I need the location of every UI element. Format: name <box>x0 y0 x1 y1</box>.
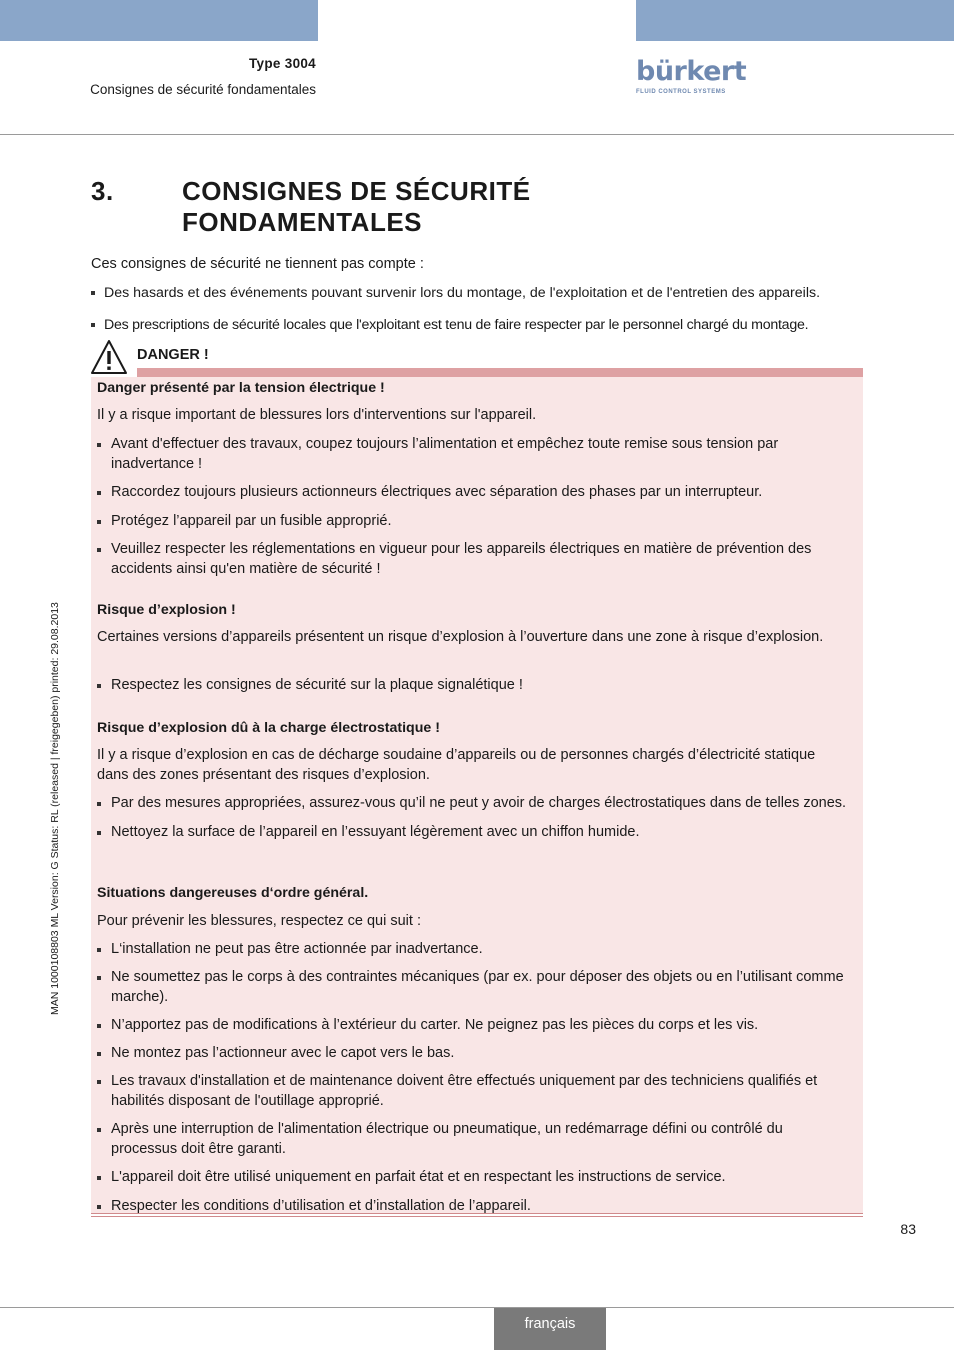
bullet-icon <box>97 491 101 495</box>
bullet-icon <box>97 1024 101 1028</box>
bullet-icon <box>97 1052 101 1056</box>
chapter-title: CONSIGNES DE SÉCURITÉ FONDAMENTALES <box>182 176 531 237</box>
list-item: Avant d'effectuer des travaux, coupez toujours l’alimentation et empêchez toute remise sous tension par inadvertance ! <box>97 435 852 474</box>
list-item: Nettoyez la surface de l’appareil en l’essuyant légèrement avec un chiffon humide. <box>97 823 852 843</box>
list-item: Protégez l’appareil par un fusible approprié. <box>97 512 852 532</box>
list-item: L‘installation ne peut pas être actionnée par inadvertance. <box>97 940 852 960</box>
danger-label: DANGER ! <box>137 347 209 363</box>
section-text: Pour prévenir les blessures, respectez ce qui suit : <box>97 913 421 929</box>
intro-list <box>91 284 881 348</box>
list-item: Respectez les consignes de sécurité sur la plaque signalétique ! <box>97 676 852 696</box>
list-item: Raccordez toujours plusieurs actionneurs électriques avec séparation des phases par un interrupteur. <box>97 483 852 503</box>
bullet-icon <box>97 831 101 835</box>
section-title: Situations dangereuses d‘ordre général. <box>97 885 369 901</box>
section-bullets <box>97 940 852 1216</box>
panel-bottom-rule <box>91 1216 863 1217</box>
chapter-number: 3. <box>91 176 114 206</box>
list-item: L'appareil doit être utilisé uniquement en parfait état et en respectant les instructions de service. <box>97 1168 852 1188</box>
danger-bar <box>137 368 863 377</box>
section-text: Certaines versions d’appareils présentent un risque d’explosion à l’ouverture dans une zone à risque d’explosion. <box>97 629 824 645</box>
bullet-icon <box>97 1205 101 1209</box>
bullet-icon <box>97 548 101 552</box>
section-title: Danger présenté par la tension électrique ! <box>97 380 385 396</box>
list-item: Veuillez respecter les réglementations en vigueur pour les appareils électriques en matière de prévention des accidents ainsi qu'en matière de sécurité ! <box>97 540 852 579</box>
section-bullets <box>97 794 852 842</box>
bullet-icon <box>97 443 101 447</box>
list-item: Ne montez pas l’actionneur avec le capot vers le bas. <box>97 1044 852 1064</box>
section-bullets <box>97 435 852 579</box>
bullet-icon <box>97 684 101 688</box>
list-item: N’apportez pas de modifications à l’extérieur du carter. Ne peignez pas les pièces du corps et les vis. <box>97 1016 852 1036</box>
burkert-logo <box>636 56 747 98</box>
intro-bullet: Des prescriptions de sécurité locales que l'exploitant est tenu de faire respecter par le personnel chargé du montage. <box>91 316 881 334</box>
header-band-left <box>0 0 318 41</box>
list-item: Les travaux d'installation et de maintenance doivent être effectués uniquement par des techniciens qualifiés et habilités disposant de l'outillage approprié. <box>97 1072 852 1111</box>
bullet-icon <box>91 323 95 327</box>
section-text: Il y a risque d’explosion en cas de décharge soudaine d’appareils ou de personnes chargés d’électricité statique dans des zones présentant des risques d’explosion. <box>97 747 816 783</box>
bullet-icon <box>97 1128 101 1132</box>
page-number: 83 <box>900 1221 916 1237</box>
header-divider <box>0 134 954 135</box>
bullet-icon <box>97 802 101 806</box>
document-metadata: MAN 1000108803 ML Version: G Status: RL (released | freigegeben) printed: 29.08.2013 <box>49 602 61 1015</box>
bullet-icon <box>97 520 101 524</box>
list-item: Après une interruption de l'alimentation électrique ou pneumatique, un redémarrage défini ou contrôlé du processus doit être garanti. <box>97 1120 852 1159</box>
logo-name: bürkert <box>636 56 747 87</box>
warning-triangle-icon <box>90 339 128 375</box>
list-item: Par des mesures appropriées, assurez-vous qu’il ne peut y avoir de charges électrostatiques dans de telles zones. <box>97 794 852 814</box>
bullet-icon <box>97 1176 101 1180</box>
intro-text: Ces consignes de sécurité ne tiennent pas compte : <box>91 256 424 272</box>
document-section: Consignes de sécurité fondamentales <box>90 82 316 97</box>
logo-tagline: FLUID CONTROL SYSTEMS <box>636 89 726 95</box>
list-item: Respecter les conditions d’utilisation et d’installation de l’appareil. <box>97 1197 852 1217</box>
bullet-icon <box>91 291 95 295</box>
bullet-icon <box>97 1080 101 1084</box>
bullet-icon <box>97 948 101 952</box>
section-title: Risque d’explosion dû à la charge électrostatique ! <box>97 720 440 736</box>
section-bullets <box>97 676 852 696</box>
intro-bullet: Des hasards et des événements pouvant survenir lors du montage, de l'exploitation et de l'entretien des appareils. <box>91 284 881 302</box>
list-item: Ne soumettez pas le corps à des contraintes mécaniques (par ex. pour déposer des objets ou en l’utilisant comme marche). <box>97 968 852 1007</box>
document-type: Type 3004 <box>249 56 316 71</box>
section-title: Risque d’explosion ! <box>97 602 236 618</box>
panel-bottom-rule <box>91 1213 863 1214</box>
language-tab[interactable]: français <box>494 1308 606 1350</box>
section-text: Il y a risque important de blessures lors d'interventions sur l'appareil. <box>97 407 537 423</box>
bullet-icon <box>97 976 101 980</box>
footer-divider <box>0 1307 954 1308</box>
header-band-right <box>636 0 954 41</box>
